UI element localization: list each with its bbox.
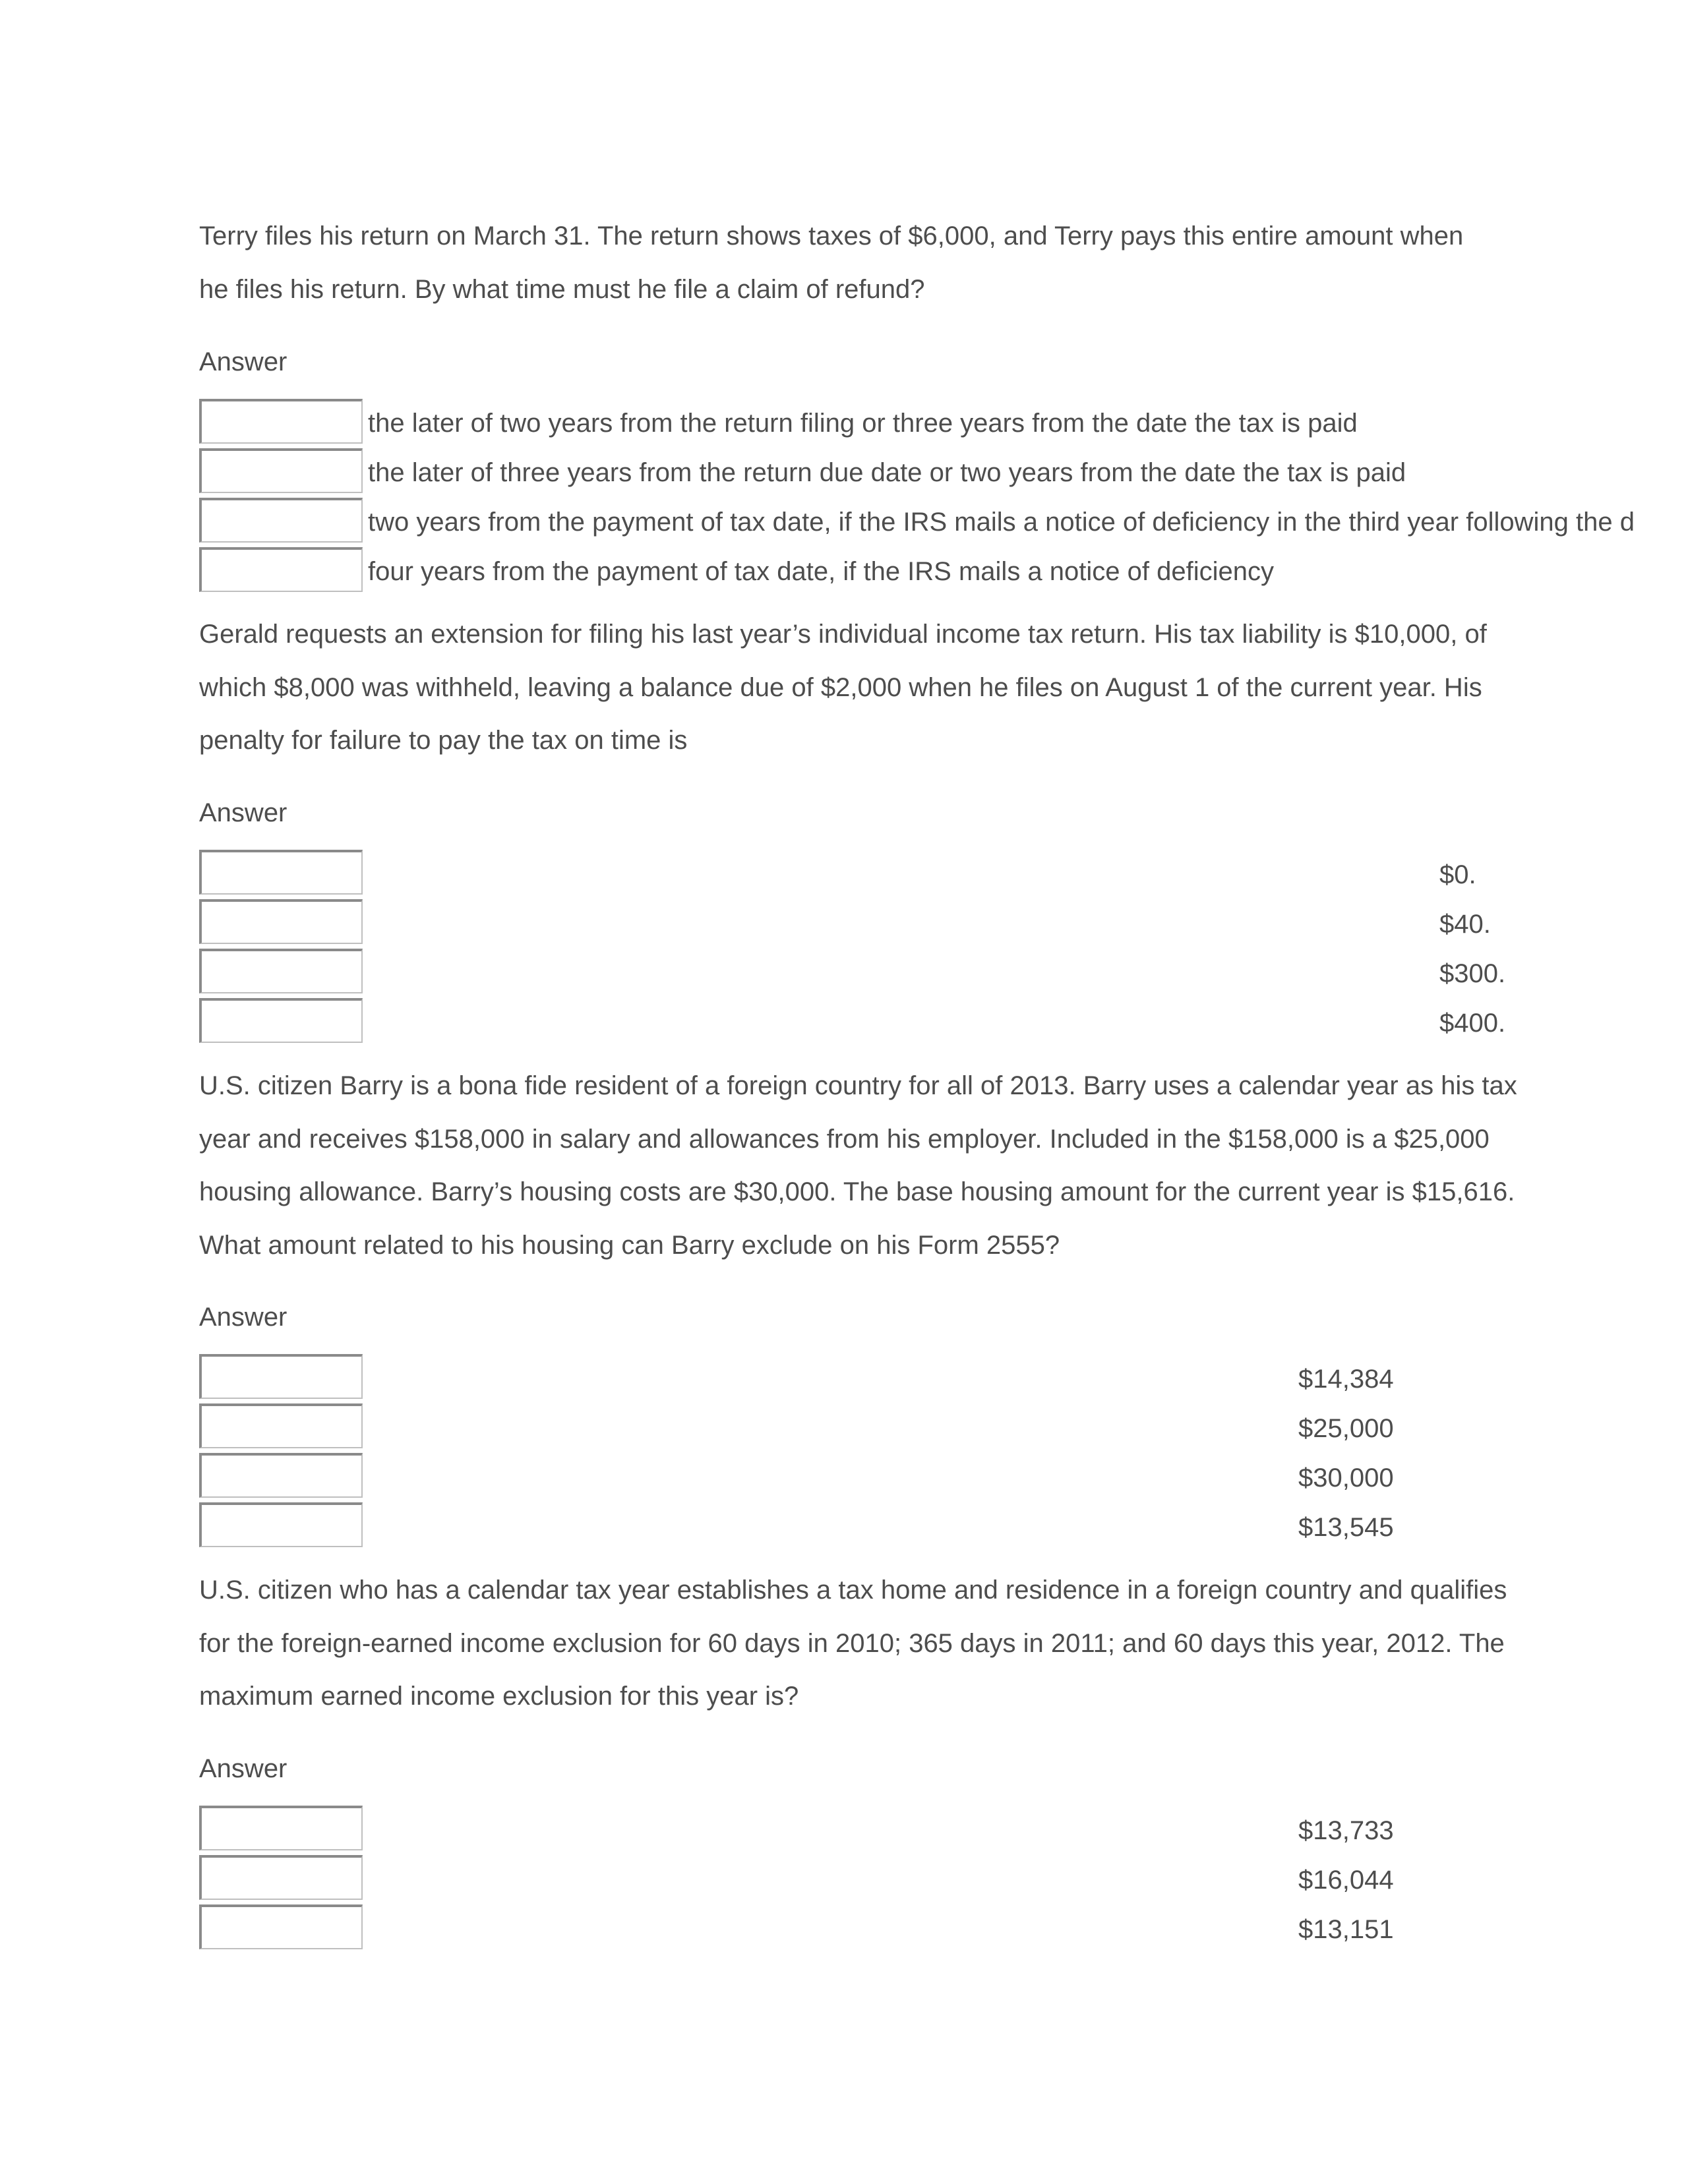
question-3-option-2-text: $25,000: [1298, 1414, 1394, 1443]
question-1-option-2-text: the later of three years from the return due date or two years from the date the tax is paid: [368, 458, 1406, 487]
question-1-option-2-answer-box[interactable]: [199, 448, 363, 493]
question-2-answer-label: Answer: [199, 798, 287, 827]
question-3-option-1-text: $14,384: [1298, 1365, 1394, 1394]
question-3-option-4-answer-box[interactable]: [199, 1502, 363, 1547]
question-4-answer-label: Answer: [199, 1754, 287, 1783]
question-4-option-2-text: $16,044: [1298, 1866, 1394, 1895]
question-4-option-1-answer-box[interactable]: [199, 1806, 363, 1850]
question-2-option-2-text: $40.: [1439, 910, 1491, 939]
question-1-option-1-answer-box[interactable]: [199, 399, 363, 444]
question-1-option-4-answer-box[interactable]: [199, 547, 363, 592]
question-2-option-2-answer-box[interactable]: [199, 899, 363, 944]
question-1-option-4-text: four years from the payment of tax date, if the IRS mails a notice of deficiency: [368, 557, 1274, 586]
question-1-option-3-answer-box[interactable]: [199, 498, 363, 543]
question-4-text: U.S. citizen who has a calendar tax year establishes a tax home and residence in a foreign country and qualifies for the foreign-earned income exclusion for 60 days in 2010; 365 days in 2011; and 60 days this year, 2012. The maximum earned income exclusion for this year is?: [199, 1576, 1507, 1711]
question-2-text: Gerald requests an extension for filing his last year’s individual income tax return. His tax liability is $10,000, of which $8,000 was withheld, leaving a balance due of $2,000 when he files on August 1 of the current year. His penalty for failure to pay the tax on time is: [199, 620, 1487, 755]
question-1-answer-label: Answer: [199, 347, 287, 376]
question-4-option-2-answer-box[interactable]: [199, 1855, 363, 1900]
question-3-option-3-text: $30,000: [1298, 1463, 1394, 1492]
question-3-answer-label: Answer: [199, 1303, 287, 1332]
question-3-option-3-answer-box[interactable]: [199, 1453, 363, 1498]
question-2-option-1-text: $0.: [1439, 860, 1476, 889]
question-2-option-3-answer-box[interactable]: [199, 949, 363, 993]
question-4-option-3-text: $13,151: [1298, 1915, 1394, 1944]
question-2-option-4-answer-box[interactable]: [199, 998, 363, 1043]
question-1-text: Terry files his return on March 31. The return shows taxes of $6,000, and Terry pays this entire amount when he files his return. By what time must he file a claim of refund?: [199, 221, 1464, 304]
question-4-option-1-text: $13,733: [1298, 1816, 1394, 1845]
question-3-option-4-text: $13,545: [1298, 1513, 1394, 1542]
question-1-option-1-text: the later of two years from the return filing or three years from the date the tax is paid: [368, 409, 1358, 438]
question-3-option-1-answer-box[interactable]: [199, 1354, 363, 1399]
question-2-option-3-text: $300.: [1439, 959, 1506, 988]
question-4-option-3-answer-box[interactable]: [199, 1904, 363, 1949]
question-2-option-1-answer-box[interactable]: [199, 850, 363, 895]
question-3-text: U.S. citizen Barry is a bona fide resident of a foreign country for all of 2013. Barry uses a calendar year as his tax year and receives $158,000 in salary and allowances from his employer. Included in the $158,000 is a $25,000 housing allowance. Barry’s housing costs are $30,000. The base housing amount for the current year is $15,616. What amount related to his housing can Barry exclude on his Form 2555?: [199, 1071, 1517, 1260]
question-3-option-2-answer-box[interactable]: [199, 1403, 363, 1448]
question-1-option-3-text: two years from the payment of tax date, if the IRS mails a notice of deficiency in the third year following the d: [368, 508, 1635, 537]
question-2-option-4-text: $400.: [1439, 1009, 1506, 1038]
